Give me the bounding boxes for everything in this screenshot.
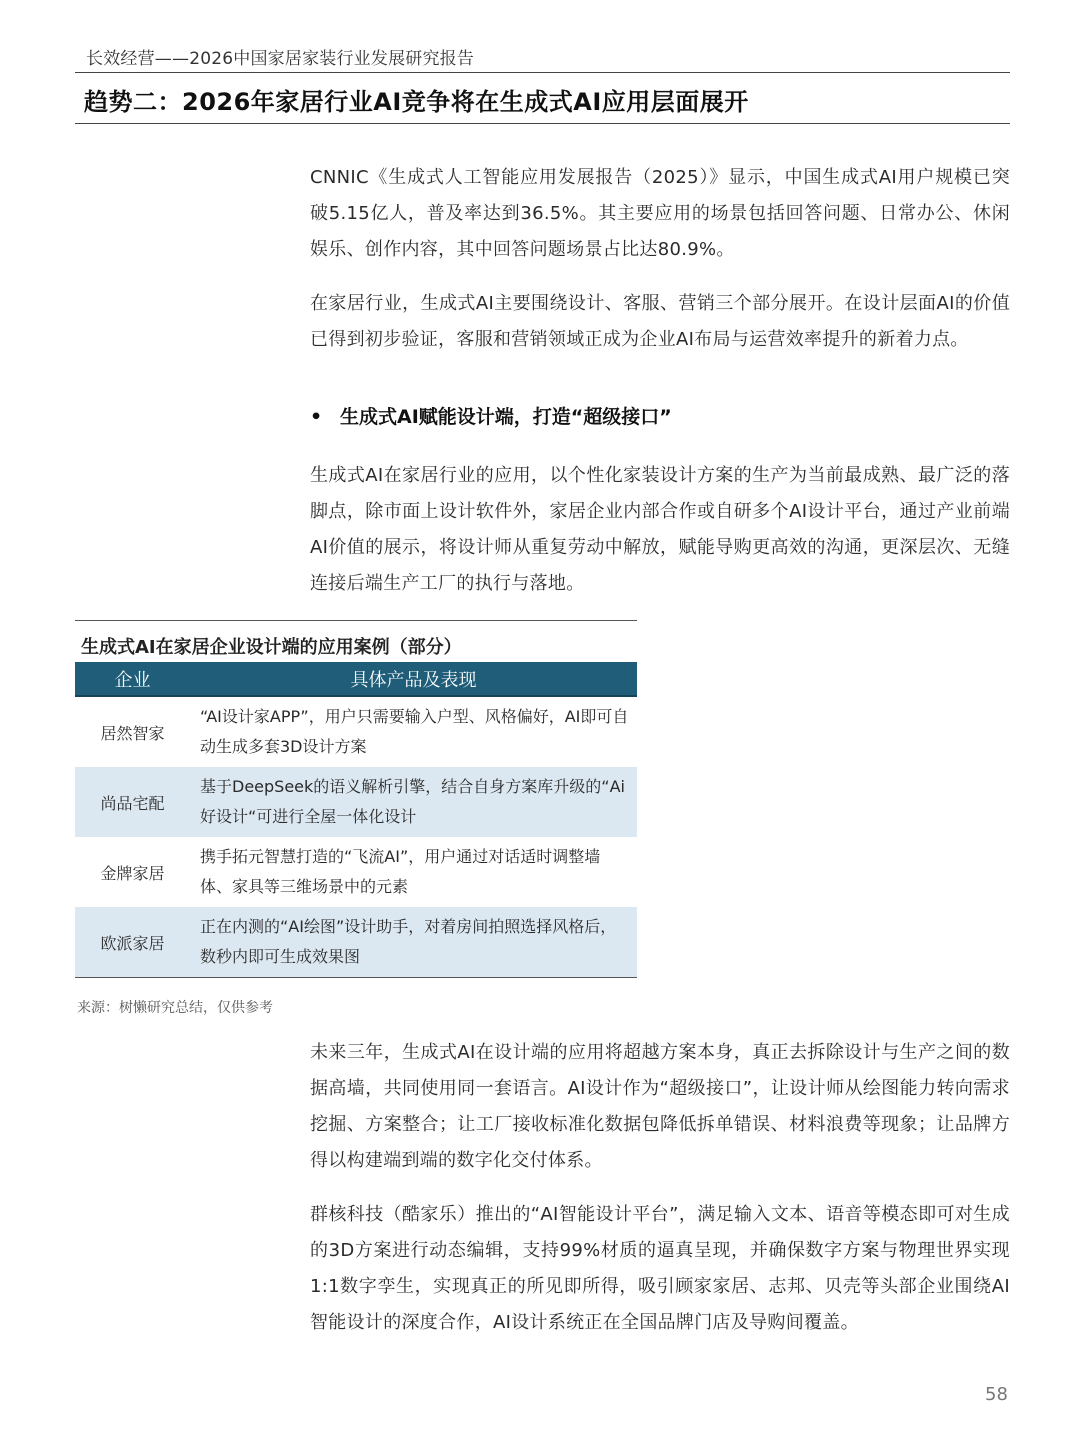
paragraph-cnnic: CNNIC《生成式人工智能应用发展报告（2025）》显示，中国生成式AI用户规模已突破5.15亿人，普及率达到36.5%。其主要应用的场景包括回答问题、日常办公、休闲娱乐、创作内容，其中回答问题场景占比达80.9%。 [310,167,1010,260]
header-detail: 具体产品及表现 [190,662,637,696]
bullet-heading [310,402,672,429]
header-company: 企业 [75,662,190,696]
table-row [75,837,637,907]
running-header: 长效经营——2026中国家居家装行业发展研究报告 [86,49,475,69]
section-title: 趋势二：2026年家居行业AI竞争将在生成式AI应用层面展开 [84,88,749,116]
table-row [75,767,637,837]
company-cell: 尚品宅配 [75,767,190,837]
bullet-heading-text: 生成式AI赋能设计端，打造“超级接口” [340,406,672,428]
paragraph-future-outlook: 未来三年，生成式AI在设计端的应用将超越方案本身，真正去拆除设计与生产之间的数据高墙，共同使用同一套语言。AI设计作为“超级接口”，让设计师从绘图能力转向需求挖掘、方案整合；让工厂接收标准化数据包降低拆单错误、材料浪费等现象；让品牌方得以构建端到端的数字化交付体系。 [310,1042,1010,1171]
case-table-block [75,620,637,978]
paragraph-design-application: 生成式AI在家居行业的应用，以个性化家装设计方案的生产为当前最成熟、最广泛的落脚点，除市面上设计软件外，家居企业内部合作或自研多个AI设计平台，通过产业前端AI价值的展示，将设计师从重复劳动中解放，赋能导购更高效的沟通，更深层次、无缝连接后端生产工厂的执行与落地。 [310,465,1010,594]
header-rule [75,72,1010,73]
detail-cell: 携手拓元智慧打造的“飞流AI”，用户通过对话适时调整墙体、家具等三维场景中的元素 [200,847,601,896]
company-cell: 金牌家居 [100,863,165,883]
page-number: 58 [985,1384,1008,1405]
table-header-row [75,662,637,696]
detail-cell: “AI设计家APP”，用户只需要输入户型、风格偏好，AI即可自动生成多套3D设计方案 [200,707,629,756]
table-row [75,696,637,767]
title-rule [75,123,1010,124]
company-cell: 欧派家居 [75,907,190,978]
bullet-dot: • [310,406,323,428]
case-table [75,662,637,978]
table-source-note: 来源：树懒研究总结，仅供参考 [77,1000,273,1016]
company-cell: 居然智家 [100,723,165,743]
paragraph-qunhe-case: 群核科技（酷家乐）推出的“AI智能设计平台”，满足输入文本、语音等模态即可对生成的3D方案进行动态编辑，支持99%材质的逼真呈现，并确保数字方案与物理世界实现1:1数字孪生，实现真正的所见即所得，吸引顾家家居、志邦、贝壳等头部企业围绕AI智能设计的深度合作，AI设计系统正在全国品牌门店及导购间覆盖。 [310,1204,1010,1333]
table-row [75,907,637,978]
detail-cell: 正在内测的“AI绘图”设计助手，对着房间拍照选择风格后，数秒内即可生成效果图 [190,907,637,978]
paragraph-home-industry: 在家居行业，生成式AI主要围绕设计、客服、营销三个部分展开。在设计层面AI的价值已得到初步验证，客服和营销领域正成为企业AI布局与运营效率提升的新着力点。 [310,293,1010,350]
table-caption: 生成式AI在家居企业设计端的应用案例（部分） [75,620,637,662]
detail-cell: 基于DeepSeek的语义解析引擎，结合自身方案库升级的“Ai好设计“可进行全屋一体化设计 [190,767,637,837]
